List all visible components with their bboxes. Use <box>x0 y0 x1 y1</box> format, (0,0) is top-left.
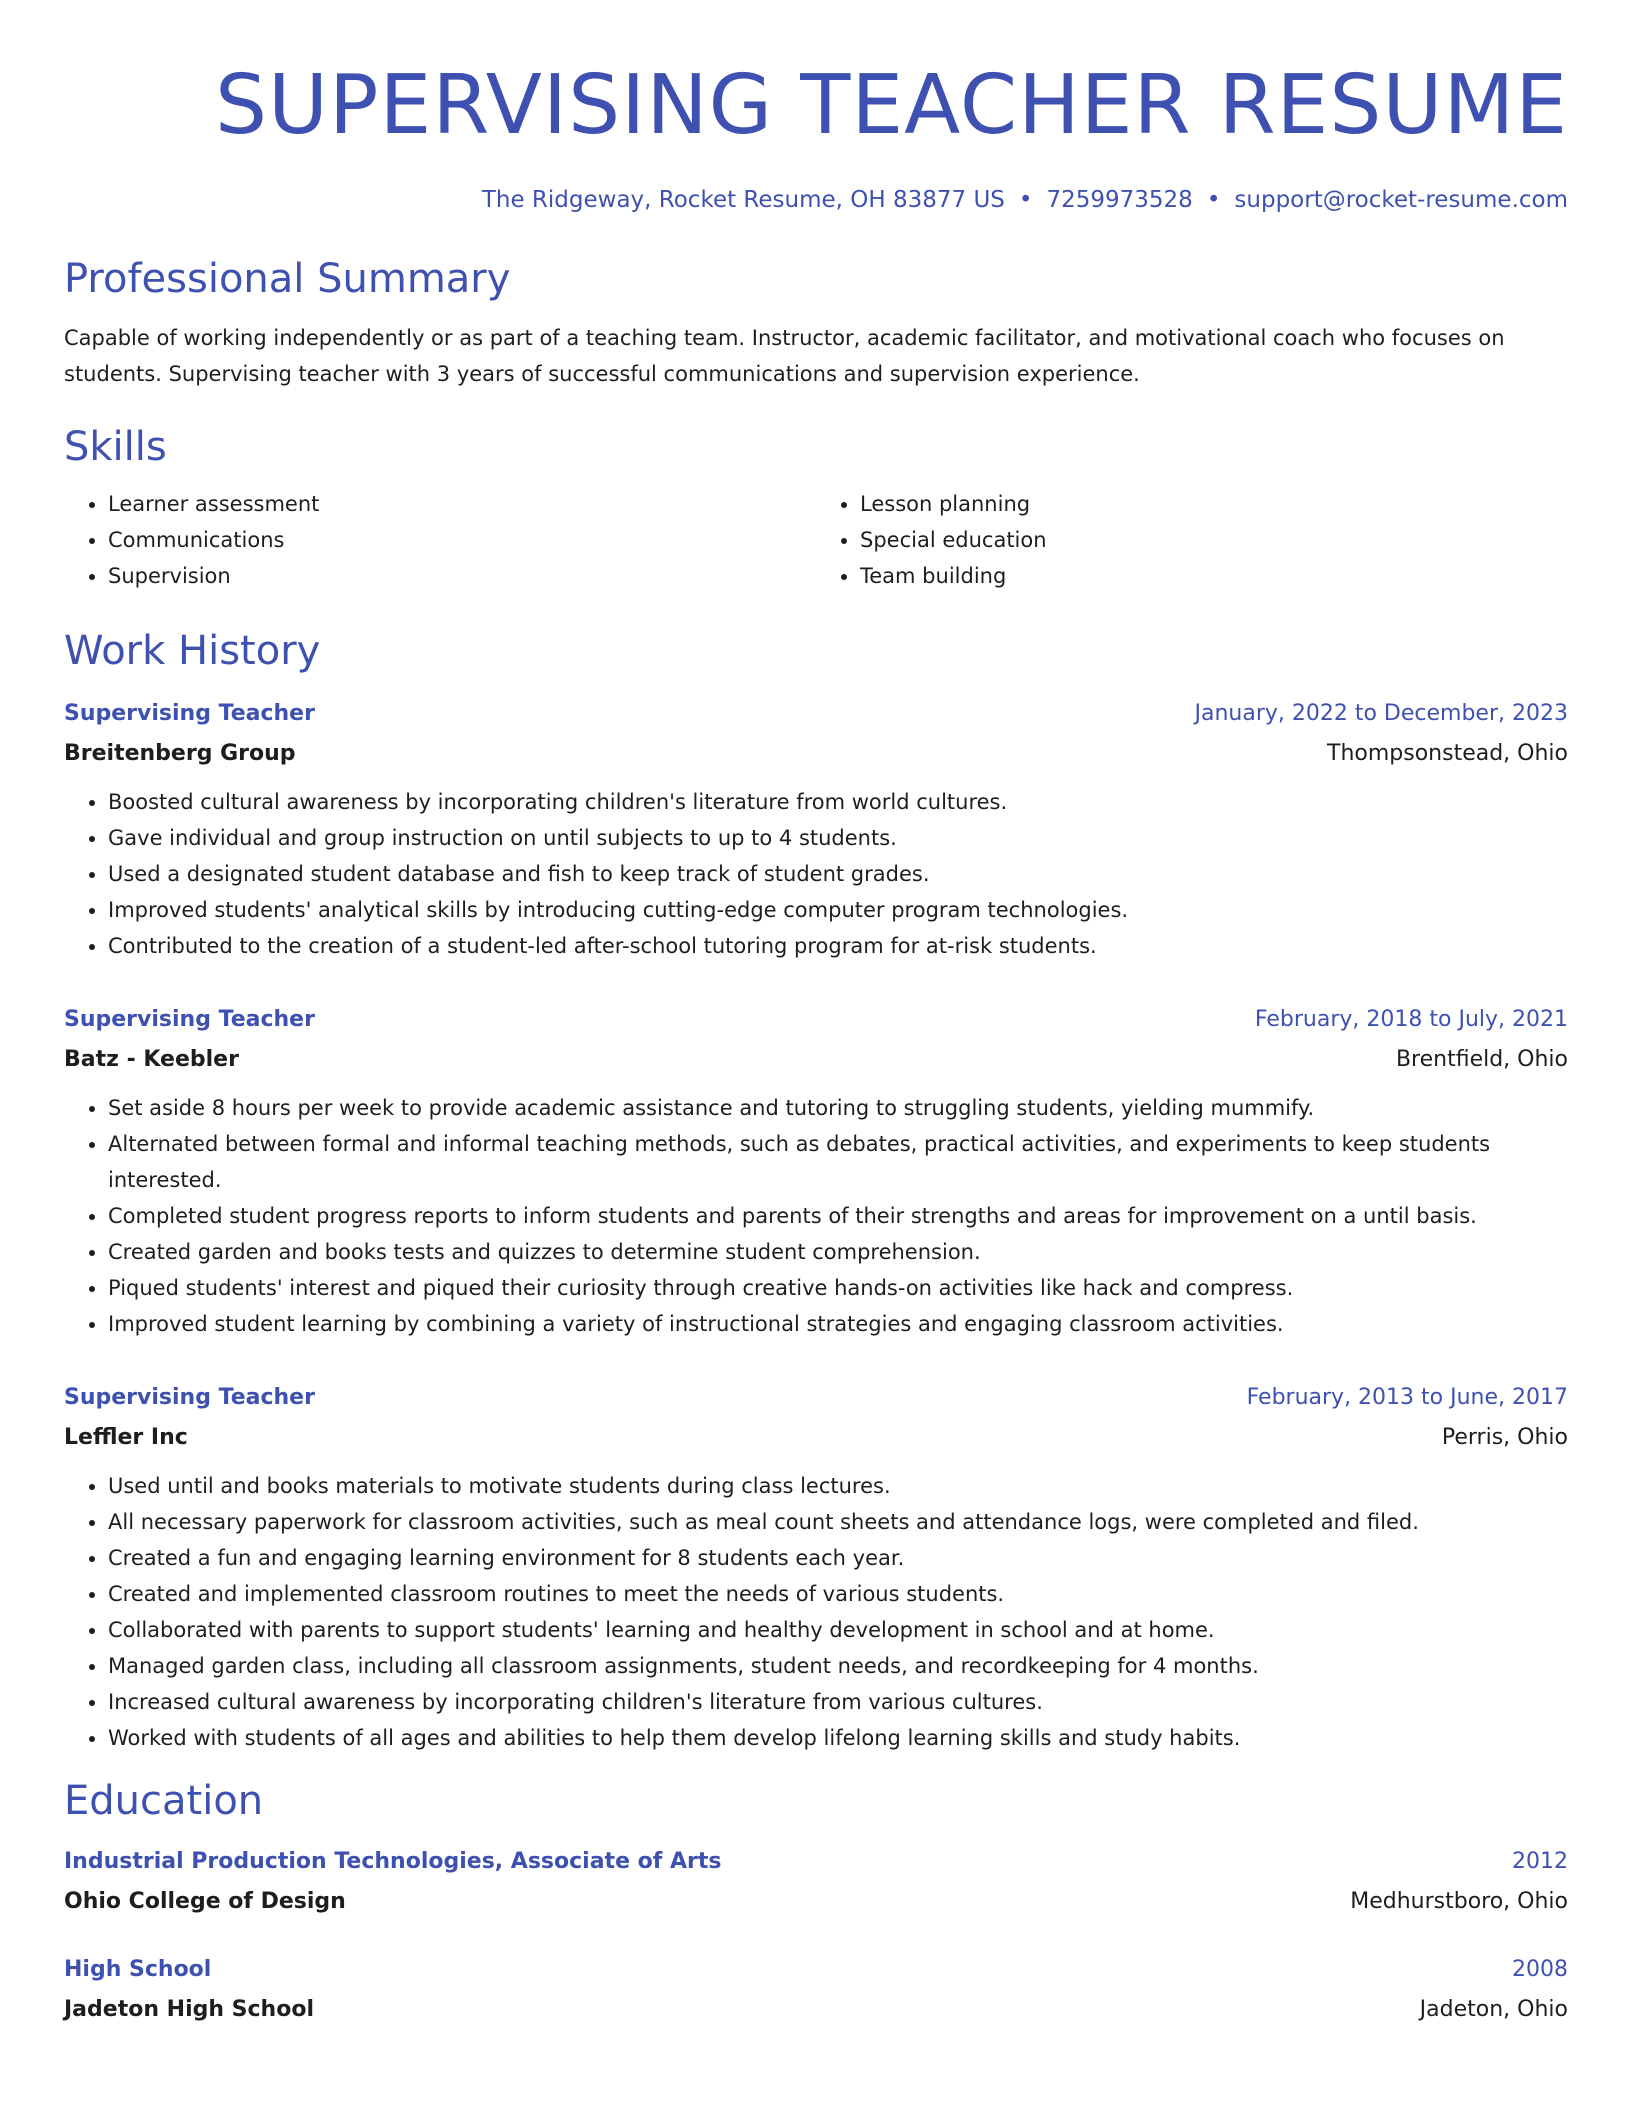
education-entry <box>64 1954 1568 2026</box>
skill-item: • Communications <box>108 522 816 558</box>
job-header <box>64 698 1568 730</box>
section-title-summary: Professional Summary <box>64 256 511 302</box>
education-header <box>64 1954 1568 1986</box>
job-bullet: • Piqued students' interest and piqued their curiosity through creative hands-on activities like hack and compress. <box>108 1270 1568 1306</box>
job-bullet: • Worked with students of all ages and abilities to help them develop lifelong learning skills and study habits. <box>108 1720 1568 1756</box>
education-school: Jadeton High School <box>64 1997 314 2022</box>
job-bullet: • Created and implemented classroom routines to meet the needs of various students. <box>108 1576 1568 1612</box>
contact-line <box>64 184 1568 216</box>
education-year: 2008 <box>1512 1957 1568 1982</box>
job-bullets <box>64 1468 1568 1756</box>
job-bullet: • Managed garden class, including all classroom assignments, student needs, and recordkeeping for 4 months. <box>108 1648 1568 1684</box>
job-entry <box>64 1382 1568 1756</box>
job-bullet: • Gave individual and group instruction on until subjects to up to 4 students. <box>108 820 1568 856</box>
skills-grid <box>64 486 1568 594</box>
work-history-section <box>64 626 1568 1756</box>
contact-separator: • <box>1018 187 1033 213</box>
contact-separator: • <box>1206 187 1221 213</box>
section-title-education: Education <box>64 1778 264 1824</box>
job-bullet: • Collaborated with parents to support students' learning and healthy development in school and at home. <box>108 1612 1568 1648</box>
education-year: 2012 <box>1512 1849 1568 1874</box>
education-location: Jadeton, Ohio <box>1419 1997 1568 2022</box>
job-bullet: • Used a designated student database and fish to keep track of student grades. <box>108 856 1568 892</box>
skill-item: • Lesson planning <box>860 486 1568 522</box>
job-bullet: • Used until and books materials to motivate students during class lectures. <box>108 1468 1568 1504</box>
job-bullet: • Improved student learning by combining a variety of instructional strategies and engaging classroom activities. <box>108 1306 1568 1342</box>
education-subheader <box>64 1994 1568 2026</box>
section-title-skills: Skills <box>64 424 167 470</box>
education-header <box>64 1846 1568 1878</box>
job-location: Thompsonstead, Ohio <box>1327 741 1568 766</box>
education-degree: High School <box>64 1957 212 1982</box>
summary-section <box>64 254 1568 392</box>
job-title: Supervising Teacher <box>64 1385 315 1410</box>
job-bullets <box>64 784 1568 964</box>
job-subheader <box>64 1422 1568 1454</box>
job-title: Supervising Teacher <box>64 1007 315 1032</box>
education-school: Ohio College of Design <box>64 1889 346 1914</box>
job-company: Breitenberg Group <box>64 741 296 766</box>
job-bullet: • Completed student progress reports to inform students and parents of their strengths and areas for improvement on a until basis. <box>108 1198 1568 1234</box>
contact-phone: 7259973528 <box>1046 187 1193 213</box>
job-company: Leffler Inc <box>64 1425 188 1450</box>
job-entry <box>64 1004 1568 1342</box>
job-bullet: • Increased cultural awareness by incorporating children's literature from various cultures. <box>108 1684 1568 1720</box>
skill-item: • Supervision <box>108 558 816 594</box>
skills-list-right <box>816 486 1568 594</box>
contact-email: support@rocket-resume.com <box>1234 187 1568 213</box>
job-dates: February, 2013 to June, 2017 <box>1246 1385 1568 1410</box>
education-section <box>64 1776 1568 2026</box>
job-dates: February, 2018 to July, 2021 <box>1254 1007 1568 1032</box>
job-dates: January, 2022 to December, 2023 <box>1194 701 1568 726</box>
job-bullet: • Created garden and books tests and quizzes to determine student comprehension. <box>108 1234 1568 1270</box>
job-bullet: • Contributed to the creation of a student-led after-school tutoring program for at-risk students. <box>108 928 1568 964</box>
job-entry <box>64 698 1568 964</box>
education-subheader <box>64 1886 1568 1918</box>
job-bullets <box>64 1090 1568 1342</box>
job-location: Perris, Ohio <box>1441 1425 1568 1450</box>
job-bullet: • Improved students' analytical skills by introducing cutting-edge computer program technologies. <box>108 892 1568 928</box>
job-bullet: • Boosted cultural awareness by incorporating children's literature from world cultures. <box>108 784 1568 820</box>
job-header <box>64 1004 1568 1036</box>
job-bullet: • All necessary paperwork for classroom activities, such as meal count sheets and attendance logs, were completed and filed. <box>108 1504 1568 1540</box>
job-bullet: • Alternated between formal and informal teaching methods, such as debates, practical activities, and experiments to keep students interested. <box>108 1126 1568 1198</box>
job-company: Batz - Keebler <box>64 1047 239 1072</box>
skill-item: • Special education <box>860 522 1568 558</box>
job-location: Brentfield, Ohio <box>1395 1047 1568 1072</box>
job-bullet: • Created a fun and engaging learning environment for 8 students each year. <box>108 1540 1568 1576</box>
skill-item: • Learner assessment <box>108 486 816 522</box>
skills-list-left <box>64 486 816 594</box>
education-location: Medhurstboro, Ohio <box>1350 1889 1568 1914</box>
summary-text: Capable of working independently or as part of a teaching team. Instructor, academic facilitator, and motivational coach who focuses on students. Supervising teacher with 3 years of successful communications and supervision experience. <box>64 326 1505 386</box>
skills-section <box>64 422 1568 594</box>
job-header <box>64 1382 1568 1414</box>
resume-header <box>64 58 1568 216</box>
job-subheader <box>64 738 1568 770</box>
job-title: Supervising Teacher <box>64 701 315 726</box>
job-bullet: • Set aside 8 hours per week to provide academic assistance and tutoring to struggling students, yielding mummify. <box>108 1090 1568 1126</box>
education-entry <box>64 1846 1568 1918</box>
skill-item: • Team building <box>860 558 1568 594</box>
section-title-work-history: Work History <box>64 628 321 674</box>
job-subheader <box>64 1044 1568 1076</box>
resume-name: SUPERVISING TEACHER RESUME <box>214 58 1568 153</box>
contact-address: The Ridgeway, Rocket Resume, OH 83877 US <box>481 187 1005 213</box>
education-degree: Industrial Production Technologies, Associate of Arts <box>64 1849 722 1874</box>
